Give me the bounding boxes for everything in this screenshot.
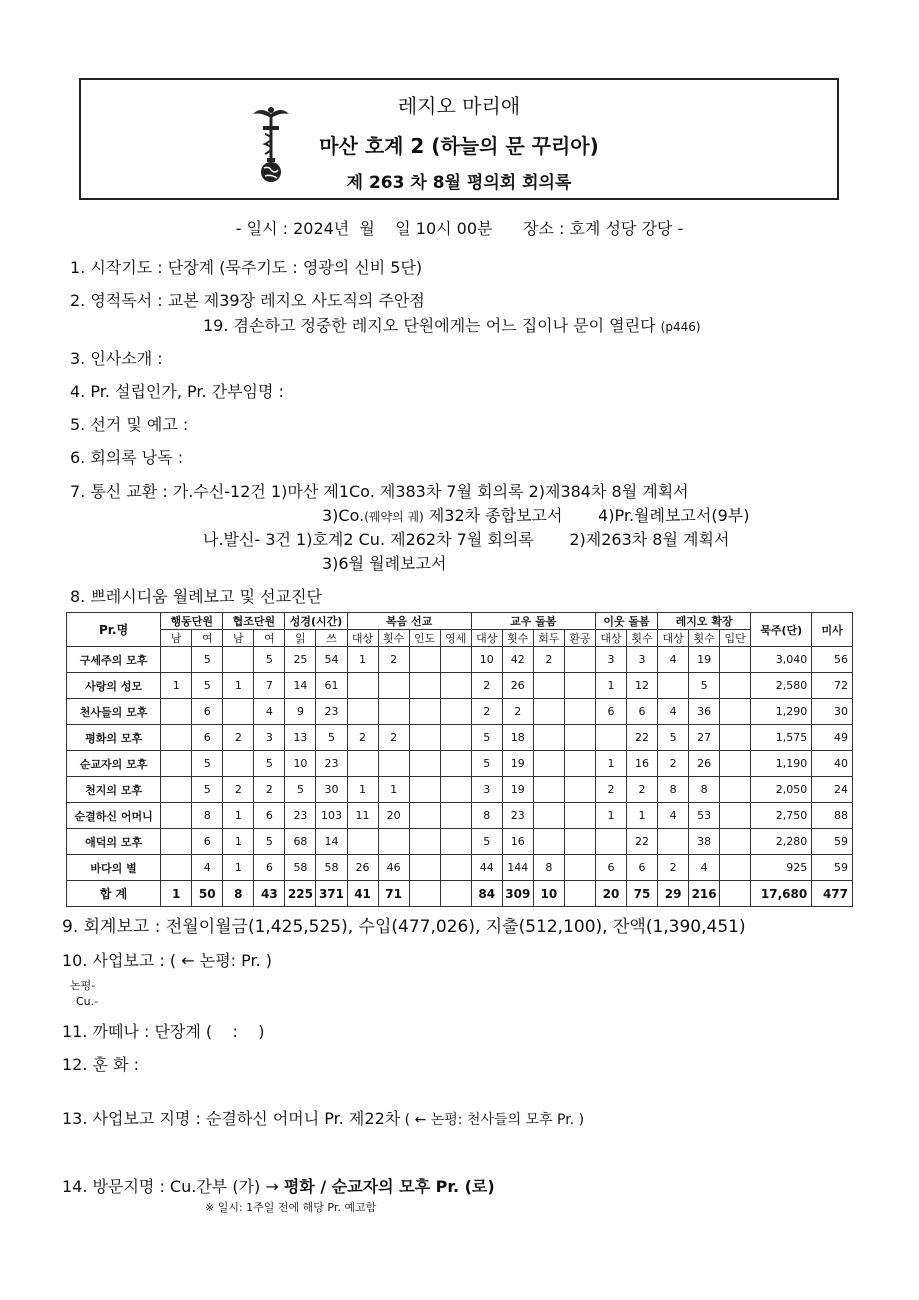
- subheader-cell: 읽: [285, 630, 316, 647]
- table-row: [67, 725, 853, 751]
- table-cell: 2: [347, 725, 378, 751]
- table-cell: 5: [192, 647, 223, 673]
- table-cell: [409, 777, 440, 803]
- table-cell: [720, 673, 751, 699]
- item-8-presidium-report: 8. 쁘레시디움 월례보고 및 선교진단: [70, 587, 322, 606]
- table-row: [67, 829, 853, 855]
- table-cell: [564, 647, 595, 673]
- subheader-cell: 여: [254, 630, 285, 647]
- col-group-parish-care: 교우 돌봄: [471, 613, 595, 630]
- table-cell: [564, 829, 595, 855]
- table-cell: 1: [161, 881, 192, 907]
- table-cell: [161, 803, 192, 829]
- table-cell: 30: [316, 777, 347, 803]
- table-cell: 58: [285, 855, 316, 881]
- subheader-cell: 횟수: [627, 630, 658, 647]
- table-cell: 36: [689, 699, 720, 725]
- table-cell: [440, 881, 471, 907]
- item-4-approval: 4. Pr. 설립인가, Pr. 간부임명 :: [70, 382, 284, 401]
- table-cell: 10: [285, 751, 316, 777]
- col-mass: 미사: [812, 613, 853, 647]
- reading-page: (p446): [660, 320, 701, 334]
- item-2-reading-detail: [203, 313, 701, 336]
- table-cell: 6: [254, 855, 285, 881]
- presidium-report-table: [66, 612, 853, 907]
- table-cell: 19: [502, 751, 533, 777]
- table-row: [67, 699, 853, 725]
- co-report: 제32차 종합보고서 4)Pr.월례보고서(9부): [423, 506, 750, 525]
- table-cell: 3: [627, 647, 658, 673]
- presidium-name-cell: 구세주의 모후: [67, 647, 161, 673]
- table-cell: 8: [192, 803, 223, 829]
- table-cell: 19: [502, 777, 533, 803]
- table-cell: 6: [192, 829, 223, 855]
- table-cell: 20: [378, 803, 409, 829]
- subheader-cell: 대상: [658, 630, 689, 647]
- table-cell: [720, 803, 751, 829]
- table-cell: 29: [658, 881, 689, 907]
- table-cell: 2: [471, 673, 502, 699]
- table-cell: 26: [347, 855, 378, 881]
- table-cell: 4: [658, 803, 689, 829]
- item-10-comment: 논평-: [70, 979, 96, 992]
- table-cell: 2,750: [751, 803, 812, 829]
- table-cell: 23: [316, 699, 347, 725]
- table-cell: 5: [254, 647, 285, 673]
- table-row: [67, 855, 853, 881]
- table-cell: 43: [254, 881, 285, 907]
- item-13-report-assignment: [62, 1106, 584, 1129]
- subheader-cell: 남: [223, 630, 254, 647]
- assignment-comment: ( ← 논평: 천사들의 모후 Pr. ): [400, 1112, 585, 1128]
- assignment-text: 13. 사업보고 지명 : 순결하신 어머니 Pr. 제22차: [62, 1109, 401, 1128]
- table-cell: 46: [378, 855, 409, 881]
- table-cell: 1: [223, 855, 254, 881]
- table-cell: [720, 647, 751, 673]
- table-cell: [533, 725, 564, 751]
- header-title-curia: 마산 호계 2 (하늘의 문 꾸리아): [319, 134, 599, 158]
- table-cell: 4: [192, 855, 223, 881]
- table-row: [67, 803, 853, 829]
- table-row: [67, 777, 853, 803]
- subheader-cell: 회두: [533, 630, 564, 647]
- table-cell: 5: [471, 829, 502, 855]
- table-cell: [533, 829, 564, 855]
- table-cell: [720, 829, 751, 855]
- table-cell: [564, 673, 595, 699]
- table-cell: 2: [378, 647, 409, 673]
- presidium-name-cell: 순결하신 어머니: [67, 803, 161, 829]
- table-cell: [533, 777, 564, 803]
- table-cell: 216: [689, 881, 720, 907]
- subheader-cell: 여: [192, 630, 223, 647]
- table-cell: [720, 699, 751, 725]
- table-cell: [564, 699, 595, 725]
- table-cell: 71: [378, 881, 409, 907]
- table-cell: [440, 725, 471, 751]
- table-cell: 4: [254, 699, 285, 725]
- subheader-cell: 영세: [440, 630, 471, 647]
- col-rosary: 묵주(단): [751, 613, 812, 647]
- table-cell: [440, 777, 471, 803]
- table-cell: 22: [627, 725, 658, 751]
- table-cell: 6: [595, 699, 626, 725]
- table-cell: [409, 647, 440, 673]
- table-cell: 58: [316, 855, 347, 881]
- table-cell: 6: [192, 725, 223, 751]
- table-cell: 2: [627, 777, 658, 803]
- subheader-row: [67, 630, 853, 647]
- table-cell: 4: [658, 647, 689, 673]
- table-cell: 5: [658, 725, 689, 751]
- table-cell: [378, 829, 409, 855]
- table-cell: [533, 751, 564, 777]
- table-cell: 6: [192, 699, 223, 725]
- table-cell: 23: [316, 751, 347, 777]
- table-cell: [409, 673, 440, 699]
- table-cell: 5: [689, 673, 720, 699]
- table-cell: 10: [533, 881, 564, 907]
- table-row: [67, 751, 853, 777]
- table-cell: 1,290: [751, 699, 812, 725]
- table-cell: 5: [471, 725, 502, 751]
- item-10-activity-report: 10. 사업보고 : ( ← 논평: Pr. ): [62, 951, 273, 970]
- table-cell: [658, 673, 689, 699]
- table-cell: [720, 725, 751, 751]
- table-cell: 8: [658, 777, 689, 803]
- item-9-finance-report: 9. 회계보고 : 전월이월금(1,425,525), 수입(477,026), 지출(512,100), 잔액(1,390,451): [62, 917, 746, 937]
- table-cell: 2: [378, 725, 409, 751]
- table-cell: 59: [812, 855, 853, 881]
- table-cell: 1: [627, 803, 658, 829]
- table-cell: 27: [689, 725, 720, 751]
- subheader-cell: 대상: [595, 630, 626, 647]
- table-cell: 56: [812, 647, 853, 673]
- table-cell: 9: [285, 699, 316, 725]
- table-cell: 1: [595, 673, 626, 699]
- table-cell: 8: [689, 777, 720, 803]
- table-cell: [161, 647, 192, 673]
- item-7-correspondence-line2: [322, 503, 749, 526]
- table-cell: 53: [689, 803, 720, 829]
- table-cell: [378, 699, 409, 725]
- co-name: (꿰약의 궤): [364, 510, 424, 524]
- col-group-expansion: 레지오 확장: [658, 613, 751, 630]
- table-cell: 16: [627, 751, 658, 777]
- table-cell: 8: [471, 803, 502, 829]
- item-5-election: 5. 선거 및 예고 :: [70, 415, 189, 434]
- table-cell: 1: [223, 673, 254, 699]
- table-cell: 6: [627, 855, 658, 881]
- table-cell: 49: [812, 725, 853, 751]
- table-cell: 18: [502, 725, 533, 751]
- table-cell: [347, 751, 378, 777]
- presidium-name-cell: 바다의 별: [67, 855, 161, 881]
- table-cell: [720, 777, 751, 803]
- table-cell: 30: [812, 699, 853, 725]
- table-cell: 5: [192, 673, 223, 699]
- table-cell: [161, 829, 192, 855]
- table-cell: [161, 699, 192, 725]
- table-cell: 1: [347, 647, 378, 673]
- table-row: [67, 673, 853, 699]
- col-group-active: 행동단원: [161, 613, 223, 630]
- table-cell: [440, 647, 471, 673]
- table-cell: [378, 751, 409, 777]
- table-cell: 26: [689, 751, 720, 777]
- subheader-cell: 횟수: [689, 630, 720, 647]
- table-cell: 3,040: [751, 647, 812, 673]
- table-cell: 14: [285, 673, 316, 699]
- table-cell: 7: [254, 673, 285, 699]
- table-cell: [564, 725, 595, 751]
- table-cell: [595, 829, 626, 855]
- table-cell: 477: [812, 881, 853, 907]
- table-cell: [347, 673, 378, 699]
- visit-target: 평화 / 순교자의 모후 Pr. (로): [283, 1177, 495, 1196]
- subheader-cell: 남: [161, 630, 192, 647]
- header-title-legio: 레지오 마리애: [397, 94, 521, 118]
- table-cell: 68: [285, 829, 316, 855]
- table-cell: [440, 829, 471, 855]
- subheader-cell: 횟수: [378, 630, 409, 647]
- table-cell: 44: [471, 855, 502, 881]
- table-cell: 8: [533, 855, 564, 881]
- table-cell: 5: [285, 777, 316, 803]
- table-cell: [409, 725, 440, 751]
- table-cell: 14: [316, 829, 347, 855]
- item-14-note: ※ 일시: 1주일 전에 해당 Pr. 예고함: [205, 1201, 377, 1214]
- presidium-name-cell: 합 계: [67, 881, 161, 907]
- table-cell: 61: [316, 673, 347, 699]
- table-cell: [720, 881, 751, 907]
- item-12-allocution: 12. 훈 화 :: [62, 1055, 140, 1074]
- table-cell: 144: [502, 855, 533, 881]
- table-cell: 3: [471, 777, 502, 803]
- table-cell: 23: [285, 803, 316, 829]
- table-cell: 371: [316, 881, 347, 907]
- table-cell: [347, 699, 378, 725]
- table-cell: [720, 751, 751, 777]
- table-cell: 41: [347, 881, 378, 907]
- table-cell: 2,580: [751, 673, 812, 699]
- table-cell: [564, 881, 595, 907]
- table-cell: 88: [812, 803, 853, 829]
- table-cell: 5: [316, 725, 347, 751]
- table-cell: 2: [223, 777, 254, 803]
- table-cell: [564, 751, 595, 777]
- table-cell: 17,680: [751, 881, 812, 907]
- table-cell: 24: [812, 777, 853, 803]
- report-body: [67, 647, 853, 907]
- presidium-name-cell: 천지의 모후: [67, 777, 161, 803]
- subheader-cell: 쓰: [316, 630, 347, 647]
- table-cell: [161, 725, 192, 751]
- table-cell: 1: [223, 829, 254, 855]
- table-cell: [409, 855, 440, 881]
- table-cell: 5: [471, 751, 502, 777]
- table-cell: [595, 725, 626, 751]
- table-cell: 1: [378, 777, 409, 803]
- header-box: [79, 78, 839, 200]
- table-cell: 2: [658, 751, 689, 777]
- table-cell: 2,280: [751, 829, 812, 855]
- table-cell: [564, 777, 595, 803]
- table-cell: [440, 751, 471, 777]
- table-cell: [409, 829, 440, 855]
- item-6-minutes-reading: 6. 회의록 낭독 :: [70, 448, 184, 467]
- table-cell: 6: [595, 855, 626, 881]
- table-cell: 2: [502, 699, 533, 725]
- table-cell: 38: [689, 829, 720, 855]
- subheader-cell: 대상: [347, 630, 378, 647]
- col-group-evangelization: 복음 선교: [347, 613, 471, 630]
- table-cell: 4: [689, 855, 720, 881]
- table-cell: 2,050: [751, 777, 812, 803]
- table-cell: 2: [471, 699, 502, 725]
- table-cell: 5: [254, 829, 285, 855]
- item-11-catena: 11. 까떼나 : 단장계 ( : ): [62, 1022, 265, 1041]
- table-cell: 42: [502, 647, 533, 673]
- table-cell: 1: [223, 803, 254, 829]
- presidium-name-cell: 순교자의 모후: [67, 751, 161, 777]
- table-cell: 25: [285, 647, 316, 673]
- reading-text: 19. 겸손하고 정중한 레지오 단원에게는 어느 집이나 문이 열린다: [203, 316, 656, 335]
- table-cell: [533, 673, 564, 699]
- subheader-cell: 대상: [471, 630, 502, 647]
- table-cell: 10: [471, 647, 502, 673]
- col-group-auxiliary: 협조단원: [223, 613, 285, 630]
- table-cell: [409, 881, 440, 907]
- col-group-neighbor-care: 이웃 돌봄: [595, 613, 657, 630]
- presidium-name-cell: 평화의 모후: [67, 725, 161, 751]
- table-cell: [223, 699, 254, 725]
- table-cell: [223, 647, 254, 673]
- date-place-line: - 일시 : 2024년 월 일 10시 00분 장소 : 호계 성당 강당 -: [235, 219, 684, 238]
- table-cell: [161, 855, 192, 881]
- table-cell: 925: [751, 855, 812, 881]
- table-cell: 26: [502, 673, 533, 699]
- presidium-name-cell: 사랑의 성모: [67, 673, 161, 699]
- table-cell: [440, 803, 471, 829]
- table-cell: 1,575: [751, 725, 812, 751]
- table-cell: 59: [812, 829, 853, 855]
- table-cell: 20: [595, 881, 626, 907]
- item-10-curia: Cu.-: [76, 995, 99, 1008]
- table-cell: 309: [502, 881, 533, 907]
- table-cell: 50: [192, 881, 223, 907]
- table-cell: [564, 803, 595, 829]
- table-cell: [564, 855, 595, 881]
- table-cell: 2: [658, 855, 689, 881]
- table-cell: 54: [316, 647, 347, 673]
- table-cell: 3: [595, 647, 626, 673]
- table-cell: 1: [347, 777, 378, 803]
- presidium-name-cell: 애덕의 모후: [67, 829, 161, 855]
- col-group-bible: 성경(시간): [285, 613, 347, 630]
- table-cell: 23: [502, 803, 533, 829]
- table-cell: 12: [627, 673, 658, 699]
- table-cell: 1: [595, 803, 626, 829]
- table-cell: [533, 803, 564, 829]
- subheader-cell: 환공: [564, 630, 595, 647]
- item-7-correspondence-sent: 나.발신- 3건 1)호계2 Cu. 제262차 7월 회의록 2)제263차 8월 계획서: [203, 530, 730, 549]
- table-cell: [161, 777, 192, 803]
- item-7-correspondence-line4: 3)6월 월례보고서: [322, 554, 447, 573]
- table-cell: [440, 699, 471, 725]
- item-14-visit-assignment: [62, 1174, 495, 1197]
- table-cell: [378, 673, 409, 699]
- subheader-cell: 인도: [409, 630, 440, 647]
- table-cell: 225: [285, 881, 316, 907]
- subheader-cell: 입단: [720, 630, 751, 647]
- table-cell: 6: [254, 803, 285, 829]
- table-cell: 13: [285, 725, 316, 751]
- table-cell: 5: [254, 751, 285, 777]
- table-cell: 1: [595, 751, 626, 777]
- table-cell: 5: [192, 777, 223, 803]
- table-cell: [440, 673, 471, 699]
- table-cell: 2: [533, 647, 564, 673]
- total-row: [67, 881, 853, 907]
- table-cell: 1: [161, 673, 192, 699]
- table-cell: 16: [502, 829, 533, 855]
- table-cell: [161, 751, 192, 777]
- table-cell: 103: [316, 803, 347, 829]
- table-cell: [720, 855, 751, 881]
- table-cell: 84: [471, 881, 502, 907]
- table-cell: 4: [658, 699, 689, 725]
- table-row: [67, 647, 853, 673]
- table-cell: [409, 751, 440, 777]
- table-cell: 11: [347, 803, 378, 829]
- table-cell: [347, 829, 378, 855]
- visit-text: 14. 방문지명 : Cu.간부 (가) →: [62, 1177, 284, 1196]
- header-title-meeting: 제 263 차 8월 평의회 회의록: [346, 173, 572, 193]
- table-cell: 40: [812, 751, 853, 777]
- co-label: 3)Co.: [322, 506, 365, 525]
- table-cell: 19: [689, 647, 720, 673]
- table-cell: 22: [627, 829, 658, 855]
- table-cell: 72: [812, 673, 853, 699]
- table-cell: [409, 803, 440, 829]
- table-cell: 5: [192, 751, 223, 777]
- table-cell: 2: [254, 777, 285, 803]
- table-cell: 75: [627, 881, 658, 907]
- table-cell: [533, 699, 564, 725]
- table-cell: [409, 699, 440, 725]
- table-cell: [440, 855, 471, 881]
- table-cell: 3: [254, 725, 285, 751]
- subheader-cell: 횟수: [502, 630, 533, 647]
- table-cell: 8: [223, 881, 254, 907]
- item-1-opening-prayer: 1. 시작기도 : 단장계 (묵주기도 : 영광의 신비 5단): [70, 258, 423, 277]
- presidium-name-cell: 천사들의 모후: [67, 699, 161, 725]
- table-cell: 2: [223, 725, 254, 751]
- table-cell: [658, 829, 689, 855]
- table-cell: 1,190: [751, 751, 812, 777]
- table-cell: 2: [595, 777, 626, 803]
- item-2-spiritual-reading: 2. 영적독서 : 교본 제39장 레지오 사도직의 주안점: [70, 291, 425, 310]
- col-presidium-name: Pr.명: [67, 613, 161, 647]
- table-cell: 6: [627, 699, 658, 725]
- item-7-correspondence-received: 7. 통신 교환 : 가.수신-12건 1)마산 제1Co. 제383차 7월 회의록 2)제384차 8월 계획서: [70, 482, 689, 501]
- table-cell: [223, 751, 254, 777]
- item-3-introduction: 3. 인사소개 :: [70, 349, 163, 368]
